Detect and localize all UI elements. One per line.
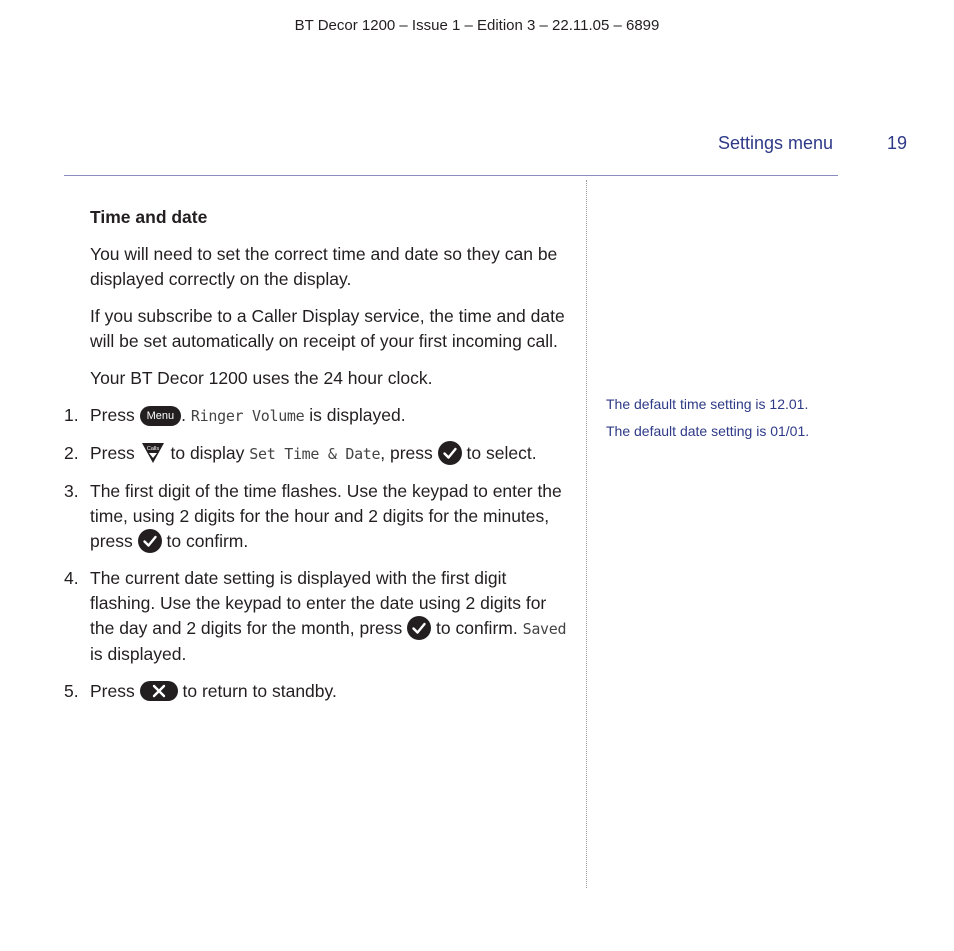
steps-list — [64, 403, 574, 704]
step-text: Press — [90, 405, 135, 425]
display-text: Set Time & Date — [249, 445, 381, 463]
display-text: Saved — [522, 620, 567, 638]
step-text: to select. — [466, 443, 537, 463]
menu-button-icon: Menu — [140, 406, 182, 426]
step-text: The first digit of the time flashes. Use the keypad to enter the time, using 2 digits for the hour and 2 digits for the minutes, press — [90, 481, 562, 551]
page-number: 19 — [887, 133, 908, 153]
step-item — [64, 403, 574, 429]
header-rule — [64, 175, 838, 176]
intro-paragraph: If you subscribe to a Caller Display service, the time and date will be set automatically on receipt of your first incoming call. — [90, 306, 565, 351]
step-text: is displayed. — [309, 405, 406, 425]
cancel-x-button-icon — [140, 681, 178, 701]
calls-button-label: Calls — [146, 446, 159, 452]
side-note-date: The default date setting is 01/01. — [606, 423, 810, 439]
main-column — [64, 205, 574, 716]
column-divider — [586, 180, 587, 888]
section-title: Settings menu — [718, 133, 834, 153]
step-number: 3. — [64, 481, 79, 501]
step-item — [64, 679, 574, 704]
section-heading: Time and date — [90, 207, 208, 227]
step-text: to display — [170, 443, 245, 463]
intro-paragraph: Your BT Decor 1200 uses the 24 hour clock. — [90, 368, 433, 388]
step-text: to return to standby. — [182, 681, 337, 701]
step-text: . — [181, 405, 187, 425]
display-text: Ringer Volume — [190, 407, 305, 425]
ok-check-button-icon — [407, 616, 431, 640]
side-note-time: The default time setting is 12.01. — [606, 396, 809, 412]
calls-down-button-icon — [140, 441, 166, 465]
step-text: , press — [380, 443, 433, 463]
step-number: 5. — [64, 681, 79, 701]
step-number: 4. — [64, 568, 79, 588]
intro-paragraph: You will need to set the correct time and date so they can be displayed correctly on the display. — [90, 244, 558, 289]
ok-check-button-icon — [438, 441, 462, 465]
step-item — [64, 441, 574, 467]
step-text: Press — [90, 681, 135, 701]
step-text: The current date setting is displayed with the first digit flashing. Use the keypad to enter the date using 2 digits for the day and 2 digits for the month, press — [90, 568, 547, 638]
step-text: to confirm. — [436, 618, 518, 638]
step-text: to confirm. — [166, 531, 249, 551]
ok-check-button-icon — [138, 529, 162, 553]
step-text: Press — [90, 443, 135, 463]
step-number: 2. — [64, 443, 79, 463]
step-item — [64, 566, 574, 667]
step-text: is displayed. — [90, 644, 187, 664]
step-number: 1. — [64, 405, 79, 425]
step-item — [64, 479, 574, 554]
document-info: BT Decor 1200 – Issue 1 – Edition 3 – 22.11.05 – 6899 — [294, 17, 660, 34]
